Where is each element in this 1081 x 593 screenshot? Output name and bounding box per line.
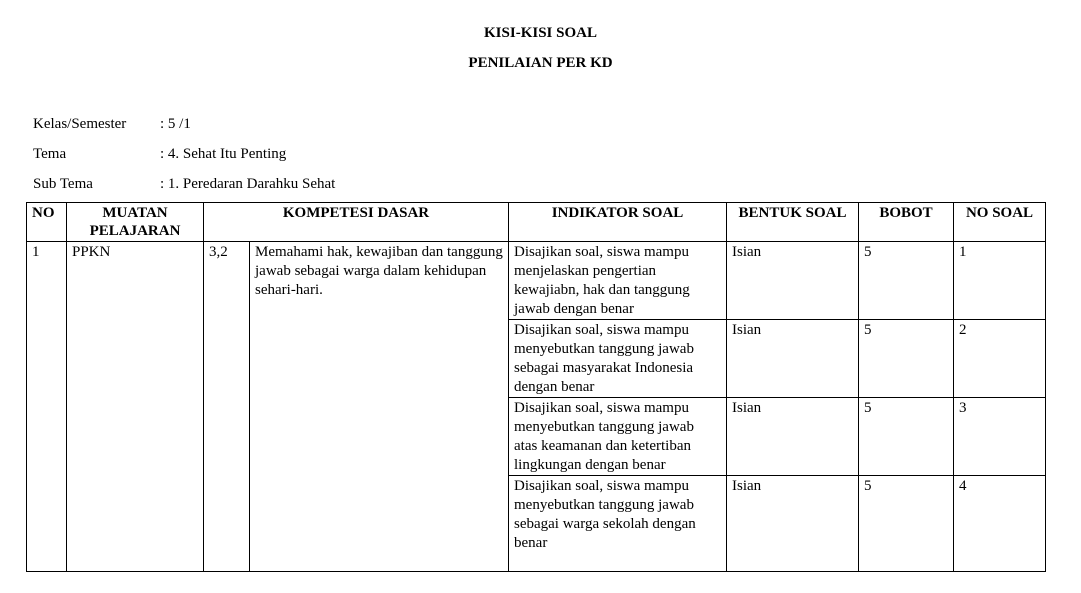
cell-no-soal: 4 bbox=[954, 476, 1046, 572]
meta-subtema-label: Sub Tema bbox=[33, 176, 93, 192]
table-header-row bbox=[27, 203, 1046, 242]
cell-indikator: Disajikan soal, siswa mampu menyebutkan tanggung jawab sebagai warga sekolah dengan benar bbox=[509, 476, 727, 572]
cell-kd-code: 3,2 bbox=[204, 242, 250, 572]
cell-no-soal: 2 bbox=[954, 320, 1046, 398]
meta-kelas-semester bbox=[33, 115, 191, 133]
cell-bobot: 5 bbox=[859, 398, 954, 476]
cell-no-soal: 3 bbox=[954, 398, 1046, 476]
meta-subtema-value: : 1. Peredaran Darahku Sehat bbox=[160, 176, 336, 192]
cell-bentuk: Isian bbox=[727, 398, 859, 476]
meta-tema-label: Tema bbox=[33, 146, 67, 162]
header-muatan-pelajaran: MUATAN PELAJARAN bbox=[67, 203, 204, 242]
cell-bentuk: Isian bbox=[727, 320, 859, 398]
cell-bentuk: Isian bbox=[727, 242, 859, 320]
header-bobot: BOBOT bbox=[859, 203, 954, 242]
kisi-kisi-table bbox=[26, 202, 1046, 572]
table-row bbox=[27, 242, 1046, 320]
document-title: KISI-KISI SOAL bbox=[484, 25, 597, 41]
cell-bobot: 5 bbox=[859, 320, 954, 398]
cell-kd-text: Memahami hak, kewajiban dan tanggung jawab sebagai warga dalam kehidupan sehari-hari. bbox=[250, 242, 509, 572]
cell-indikator: Disajikan soal, siswa mampu menyebutkan tanggung jawab sebagai masyarakat Indonesia dengan benar bbox=[509, 320, 727, 398]
meta-kelas-label: Kelas/Semester bbox=[33, 116, 127, 132]
header-indikator-soal: INDIKATOR SOAL bbox=[509, 203, 727, 242]
header-bentuk-soal: BENTUK SOAL bbox=[727, 203, 859, 242]
meta-tema-value: : 4. Sehat Itu Penting bbox=[160, 146, 287, 162]
cell-bobot: 5 bbox=[859, 242, 954, 320]
header-no-soal: NO SOAL bbox=[954, 203, 1046, 242]
cell-muatan: PPKN bbox=[67, 242, 204, 572]
cell-bentuk: Isian bbox=[727, 476, 859, 572]
cell-indikator: Disajikan soal, siswa mampu menyebutkan tanggung jawab atas keamanan dan ketertiban lingkungan dengan benar bbox=[509, 398, 727, 476]
meta-tema bbox=[33, 145, 286, 163]
meta-kelas-value: : 5 /1 bbox=[160, 116, 191, 132]
cell-indikator: Disajikan soal, siswa mampu menjelaskan pengertian kewajiabn, hak dan tanggung jawab dengan benar bbox=[509, 242, 727, 320]
cell-bobot: 5 bbox=[859, 476, 954, 572]
header-no: NO bbox=[27, 203, 67, 242]
cell-no: 1 bbox=[27, 242, 67, 572]
cell-no-soal: 1 bbox=[954, 242, 1046, 320]
header-kompetensi-dasar: KOMPETESI DASAR bbox=[204, 203, 509, 242]
meta-subtema bbox=[33, 175, 335, 193]
document-subtitle: PENILAIAN PER KD bbox=[468, 55, 613, 71]
